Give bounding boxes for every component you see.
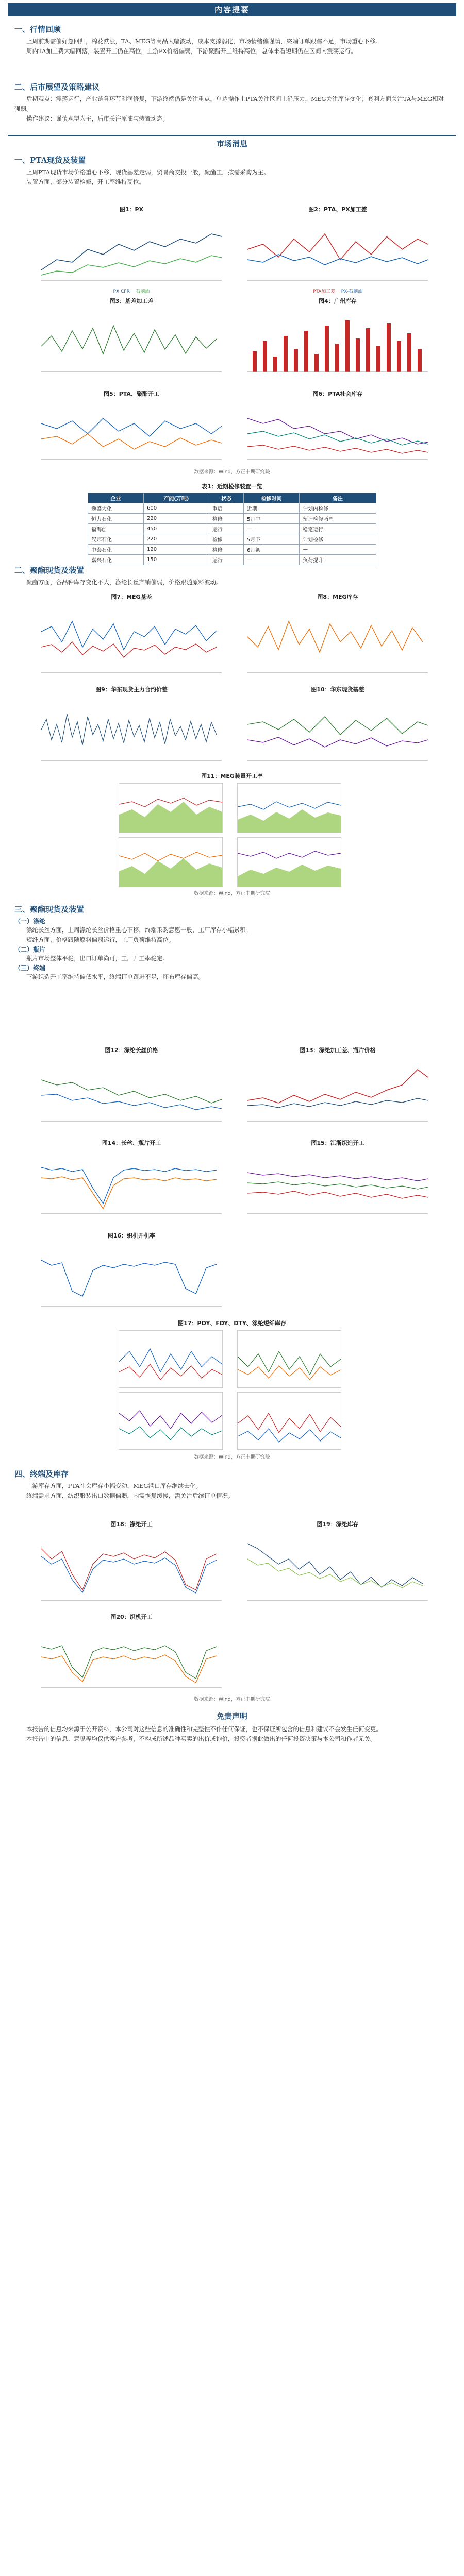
table-cell: — [244, 555, 300, 565]
line-chart [36, 601, 227, 678]
market-title: 市场消息 [216, 139, 247, 148]
panel-chart [237, 1330, 341, 1388]
figure-caption: 图11：MEG装置开工率 [201, 773, 263, 779]
table-cell: 计划内检修 [300, 503, 376, 514]
table-cell: 重启 [209, 503, 243, 514]
series-line [247, 1182, 428, 1189]
line-chart [242, 1147, 433, 1219]
figure-19 [242, 1520, 433, 1607]
paragraph: 操作建议：谨慎观望为主，后市关注原油与装置动态。 [26, 115, 169, 122]
table-header: 产能(万吨) [144, 493, 209, 503]
table-cell: 220 [144, 514, 209, 524]
series-line [247, 1070, 428, 1103]
paragraph: 本报告的信息均来源于公开资料，本公司对这些信息的准确性和完整性不作任何保证，也不保证所包含的信息和建议不会发生任何变更。 [26, 1725, 382, 1733]
section-heading: 四、终端及库存 [14, 1469, 69, 1479]
figure-4 [242, 297, 433, 379]
table-cell: 450 [144, 524, 209, 534]
table-row [88, 545, 376, 555]
line-chart [36, 1621, 227, 1693]
series-line [41, 1549, 217, 1590]
series-line [41, 256, 222, 275]
series-line [238, 851, 341, 858]
table-cell: 5月下 [244, 534, 300, 545]
series-line [247, 717, 428, 735]
series-line [247, 1191, 428, 1198]
bar [397, 341, 401, 372]
legend-item: PTA加工差 [312, 289, 336, 294]
paragraph: 本报告中的信息、意见等均仅供客户参考，不构成所述品种买卖的出价或询价，投资者据此做出的任何投资决策与本公司和作者无关。 [26, 1735, 376, 1742]
panel-chart [237, 1392, 341, 1450]
bar [387, 323, 391, 372]
bar-chart [242, 305, 433, 377]
paragraph: 终端需求方面，纺织服装出口数据偏弱，内需恢复缓慢，需关注后续订单情况。 [26, 1492, 234, 1499]
table-row [88, 524, 376, 534]
area-chart [238, 784, 341, 833]
legend [242, 287, 433, 294]
series-line [238, 1429, 341, 1442]
line-chart [242, 213, 433, 285]
figure-18 [36, 1520, 227, 1607]
table-cell: 预计检修两周 [300, 514, 376, 524]
table-cell: — [300, 545, 376, 555]
divider [8, 135, 456, 136]
figure-20 [36, 1613, 227, 1695]
panel-chart [119, 1392, 223, 1450]
table-cell: 150 [144, 555, 209, 565]
series-line [119, 798, 222, 807]
series-line [119, 1411, 222, 1429]
series-area [119, 858, 222, 887]
paragraph: 聚酯方面，各品种库存变化不大，涤纶长丝产销偏弱，价格跟随原料波动。 [26, 579, 222, 586]
market-title-block [0, 135, 464, 149]
figure-caption: 图16：织机开机率 [107, 1232, 156, 1239]
table-row [88, 534, 376, 545]
table-block [0, 482, 464, 565]
section-heading: 三、聚酯现货及装置 [14, 905, 85, 914]
line-chart [36, 398, 227, 465]
bar [304, 331, 308, 372]
bar [356, 338, 360, 372]
table-cell: — [244, 524, 300, 534]
line-chart [36, 693, 227, 766]
bar [263, 341, 267, 372]
panel-chart [237, 783, 341, 833]
table-cell: 恒力石化 [88, 514, 144, 524]
line-chart [242, 398, 433, 465]
area-chart [238, 838, 341, 887]
figure-caption: 图17：POY、FDY、DTY、涤纶短纤库存 [178, 1320, 286, 1327]
line-chart [36, 1528, 227, 1605]
figure-caption: 图3：基差加工差 [109, 298, 154, 304]
line-chart [36, 213, 227, 285]
figure-caption: 图15：江浙织造开工 [311, 1140, 364, 1146]
series-line [119, 1349, 222, 1372]
figure-15 [242, 1139, 433, 1221]
source-note: 数据来源：Wind，方正中期研究院 [194, 1697, 270, 1702]
series-line [41, 326, 217, 354]
figure-caption: 图6：PTA社会库存 [312, 391, 363, 397]
bar [407, 333, 411, 372]
figure-caption: 图13：涤纶加工差、瓶片价格 [300, 1047, 376, 1054]
table-cell: 运行 [209, 555, 243, 565]
source-note-row [0, 1695, 464, 1702]
table-header: 企业 [88, 493, 144, 503]
figure-16 [36, 1231, 227, 1314]
series-line [238, 1366, 341, 1380]
section-heading: 一、行情回顾 [14, 25, 61, 34]
table-header: 备注 [300, 493, 376, 503]
series-area [119, 802, 222, 833]
series-line [247, 1173, 428, 1181]
source-note-row [0, 889, 464, 896]
table-cell: 220 [144, 534, 209, 545]
section-terminal [0, 1468, 464, 1501]
table-cell: 逸盛大化 [88, 503, 144, 514]
paragraph: 短纤方面，价格跟随原料偏弱运行，工厂负荷维持高位。 [26, 936, 175, 943]
paragraph: 上周PTA现货市场价格重心下移，现货基差走弱，贸易商交投一般，聚酯工厂按需采购为主。 [26, 168, 270, 176]
series-area [238, 809, 341, 833]
table-cell: 负荷提升 [300, 555, 376, 565]
bar [376, 346, 380, 372]
paragraph: 后期观点：震荡运行，产业链各环节利润修复，下游终端仍是关注重点。单边操作上PTA关注区间上沿压力，MEG关注库存变化；套利方面关注TA与MEG相对强弱。 [14, 95, 444, 112]
line-chart [242, 1054, 433, 1126]
paragraph: 瓶片市场整体平稳，出口订单尚可，工厂开工率稳定。 [26, 955, 169, 962]
table-cell: 6月初 [244, 545, 300, 555]
line-chart [36, 305, 227, 377]
figure-6 [242, 389, 433, 467]
section-pta [0, 155, 464, 187]
line-chart [238, 1331, 341, 1387]
figure-caption: 图20：织机开工 [110, 1614, 153, 1620]
table-cell: 5月中 [244, 514, 300, 524]
figure-14 [36, 1139, 227, 1221]
source-note-row [0, 468, 464, 475]
legend-item: PX CFR [113, 289, 130, 294]
area-chart [119, 784, 222, 833]
line-chart [242, 693, 433, 766]
source-note: 数据来源：Wind，方正中期研究院 [194, 469, 270, 475]
series-line [41, 418, 222, 436]
figure-3 [36, 297, 227, 379]
paragraph: 上周前期需偏好忽回归，棉花跌涨，TA、MEG等商品大幅波动，成本支撑弱化，市场情绪偏谨慎，终端订单跟踪不足，市场重心下移。 [26, 38, 382, 45]
figure-5 [36, 389, 227, 467]
line-chart [119, 1331, 222, 1387]
series-line [41, 434, 222, 449]
series-line [247, 621, 423, 652]
bar [418, 349, 422, 372]
paragraph: 上游库存方面，PTA社会库存小幅变动，MEG港口库存继续去化。 [26, 1482, 202, 1489]
bar [273, 357, 277, 372]
figure-caption: 图10：华东现货基差 [311, 686, 364, 693]
series-line [41, 1177, 217, 1209]
series-line [41, 1646, 217, 1679]
figure-caption: 图8：MEG库存 [317, 594, 358, 600]
bar [294, 349, 298, 372]
series-line [119, 852, 222, 861]
table-cell: 稳定运行 [300, 524, 376, 534]
paragraph: 装置方面，部分装置检修，开工率维持高位。 [26, 178, 145, 185]
table-cell: 中泰石化 [88, 545, 144, 555]
series-line [238, 1413, 341, 1433]
section-heading: 一、PTA现货及装置 [14, 156, 86, 165]
figure-caption: 图5：PTA、聚酯开工 [104, 391, 159, 397]
table-cell: 福海创 [88, 524, 144, 534]
section-heading: 二、后市展望及策略建议 [14, 82, 100, 92]
series-line [247, 445, 428, 453]
series-line [41, 1080, 222, 1103]
line-chart [238, 1393, 341, 1449]
table-cell: 嘉兴石化 [88, 555, 144, 565]
series-line [247, 1098, 428, 1108]
figure-caption: 图7：MEG基差 [111, 594, 152, 600]
figure-17 [0, 1319, 464, 1327]
area-chart [119, 838, 222, 887]
table-cell: 检修 [209, 514, 243, 524]
line-chart [242, 601, 433, 678]
table-cell: 运行 [209, 524, 243, 534]
table-row [88, 503, 376, 514]
section-polyester-detail [0, 904, 464, 982]
figure-caption: 图4：广州库存 [319, 298, 357, 304]
sub-heading: （一）涤纶 [14, 918, 46, 925]
section-review [0, 24, 464, 56]
paragraph: 下游织造开工率维持偏低水平，终端订单跟进不足，坯布库存偏高。 [26, 973, 204, 980]
bar [314, 354, 319, 372]
series-line [247, 737, 428, 747]
series-line [41, 1260, 217, 1296]
figure-caption: 图14：长丝、瓶片开工 [102, 1140, 161, 1146]
sub-heading: （三）终端 [14, 964, 46, 972]
figure-caption: 图12：涤纶长丝价格 [105, 1047, 158, 1054]
series-area [238, 865, 341, 887]
table-cell: 600 [144, 503, 209, 514]
disclaimer-title: 免责声明 [216, 1711, 247, 1721]
bar [335, 344, 339, 372]
line-chart [36, 1054, 227, 1126]
line-chart [242, 1528, 433, 1605]
line-chart [119, 1393, 222, 1449]
sub-heading: （二）瓶片 [14, 946, 46, 953]
summary-header: 内容提要 [8, 3, 456, 16]
table-row [88, 555, 376, 565]
table-header-row [88, 493, 376, 503]
figure-1 [36, 205, 227, 294]
line-chart [36, 1147, 227, 1219]
section-heading: 二、聚酯现货及装置 [14, 566, 85, 575]
series-line [41, 621, 217, 650]
section-outlook [0, 81, 464, 124]
figure-caption: 图9：华东现货主力合约价差 [95, 686, 168, 693]
legend [36, 287, 227, 294]
table-cell: 120 [144, 545, 209, 555]
figure-10 [242, 685, 433, 768]
figure-7 [36, 592, 227, 680]
table-header: 状态 [209, 493, 243, 503]
figure-12 [36, 1046, 227, 1128]
figure-caption: 图18：涤纶开工 [110, 1521, 153, 1528]
bar [325, 326, 329, 372]
bar [366, 328, 370, 372]
series-line [247, 1544, 423, 1587]
figure-13 [242, 1046, 433, 1128]
panel-chart [119, 783, 223, 833]
table-row [88, 514, 376, 524]
series-line [238, 802, 341, 809]
panel-chart [119, 837, 223, 887]
figure-caption: 图1：PX [119, 206, 144, 213]
series-line [41, 234, 222, 270]
legend-item: 石脑油 [136, 289, 150, 294]
panel-chart [237, 837, 341, 887]
series-line [41, 642, 217, 657]
table-cell: 近期 [244, 503, 300, 514]
disclaimer [0, 1710, 464, 1744]
paragraph: 周内TA加工费大幅回落，装置开工仍在高位，上游PX价格偏弱，下游聚酯开工维持高位，总体来看短期仍在区间内震荡运行。 [26, 47, 357, 55]
figure-2 [242, 205, 433, 294]
table-cell: 检修 [209, 534, 243, 545]
paragraph: 涤纶长丝方面，上周涤纶长丝价格重心下移，终端采购意愿一般，工厂库存小幅累积。 [26, 926, 252, 934]
legend-item: PX-石脑油 [341, 289, 363, 294]
table-cell: 计划检修 [300, 534, 376, 545]
table-header: 检修时间 [244, 493, 300, 503]
maintenance-table [88, 493, 376, 565]
figure-8 [242, 592, 433, 680]
figure-caption: 图2：PTA、PX加工差 [308, 206, 367, 213]
series-line [41, 1556, 217, 1593]
series-line [119, 1364, 222, 1380]
series-line [41, 714, 217, 745]
table-cell: 汉邦石化 [88, 534, 144, 545]
bar [253, 351, 257, 372]
figure-caption: 图19：涤纶库存 [317, 1521, 359, 1528]
source-note: 数据来源：Wind，方正中期研究院 [194, 891, 270, 896]
bar [345, 320, 350, 372]
table-cell: 检修 [209, 545, 243, 555]
section-polyester [0, 565, 464, 587]
figure-11 [0, 772, 464, 780]
table-caption: 表1：近期检修装置一览 [202, 483, 262, 490]
figure-9 [36, 685, 227, 768]
panel-chart [119, 1330, 223, 1388]
line-chart [36, 1240, 227, 1312]
source-note-row [0, 1453, 464, 1460]
source-note: 数据来源：Wind，方正中期研究院 [194, 1454, 270, 1460]
series-line [41, 1167, 217, 1204]
bar [284, 336, 288, 372]
series-line [41, 1655, 217, 1683]
series-line [247, 234, 428, 260]
